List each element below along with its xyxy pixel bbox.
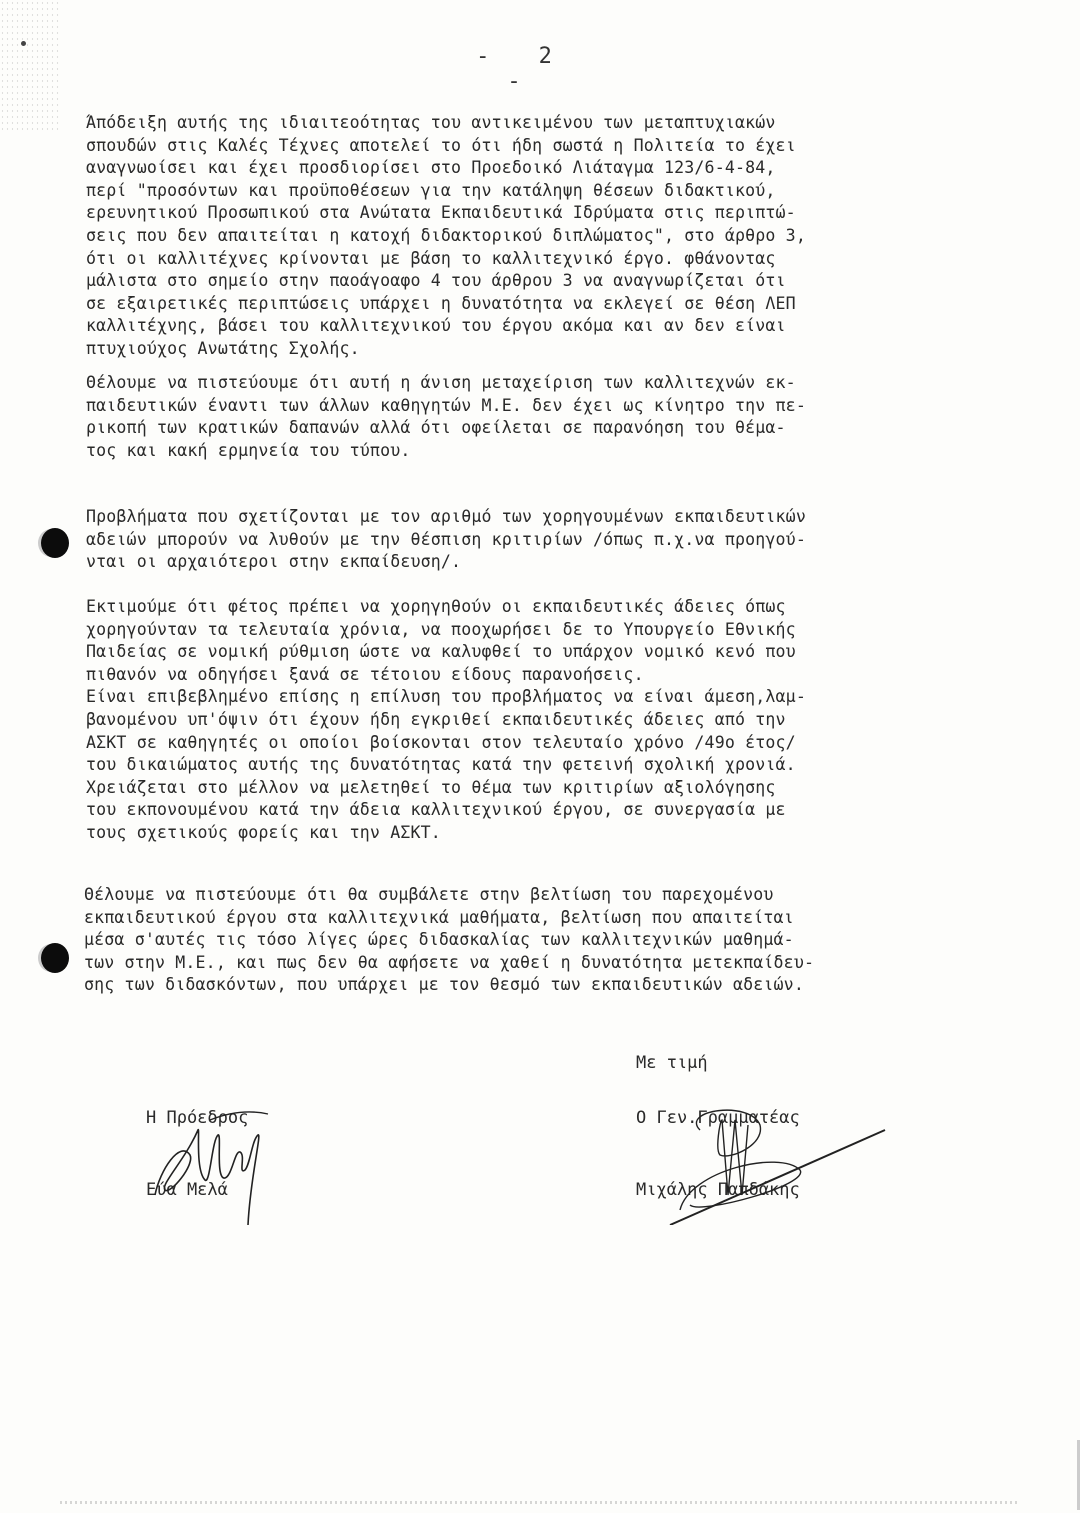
scan-dot bbox=[21, 41, 26, 46]
text-line: παιδευτικών έναντι των άλλων καθηγητών Μ.Ε. δεν έχει ως κίνητρο την πε- bbox=[86, 395, 806, 415]
text-line: τους σχετικούς φορείς και την ΑΣΚΤ. bbox=[86, 822, 441, 842]
text-line: μάλιστα στο σημείο στην παοάγοαφο 4 του άρθρου 3 να αναγνωρίζεται ότι bbox=[86, 271, 786, 291]
text-line: αναγνωοίσει και έχει προσδιορίσει στο Προεδοικό Λιάταγμα 123/6-4-84, bbox=[86, 158, 776, 178]
text-line: νται οι αρχαιότεροι στην εκπαίδευση/. bbox=[86, 552, 462, 572]
text-line: Προβλήματα που σχετίζονται με τον αριθμό των χορηγουμένων εκπαιδευτικών bbox=[86, 507, 806, 526]
text-line: των στην Μ.Ε., και πως δεν θα αφήσετε να χαθεί η δυνατότητα μετεκπαίδευ- bbox=[84, 952, 815, 972]
text-line: καλλιτέχνης, βάσει του καλλιτεχνικού του έργου ακόμα και αν δεν είναι bbox=[86, 316, 786, 336]
text-line: σπουδών στις Καλές Τέχνες αποτελεί το ότι ήδη σωστά η Πολιτεία το έχει bbox=[86, 135, 796, 155]
right-signature-icon bbox=[660, 1100, 890, 1225]
paragraph-4 bbox=[86, 596, 1046, 845]
left-signature-icon bbox=[150, 1100, 270, 1225]
text-line: Παιδείας σε νομική ρύθμιση ώστε να καλυφθεί το υπάρχον νομικό κενό που bbox=[86, 642, 796, 662]
text-line: πιθανόν να οδηγήσει ξανά σε τέτοιου είδους παρανοήσεις. bbox=[86, 664, 644, 684]
text-line: ότι οι καλλιτέχνες κρίνονται με βάση το καλλιτεχνικό έργο. φθάνοντας bbox=[86, 248, 776, 268]
paragraph-1 bbox=[86, 112, 1046, 361]
punch-hole-icon bbox=[41, 943, 69, 973]
left-signatory-name: Εύα Μελά bbox=[146, 1180, 228, 1200]
text-line: σε εξαιρετικές περιπτώσεις υπάρχει η δυνατότητα να εκλεγεί σε θέση ΛΕΠ bbox=[86, 293, 796, 313]
punch-hole-icon bbox=[41, 528, 69, 558]
text-line: πτυχιούχος Ανωτάτης Σχολής. bbox=[86, 338, 360, 358]
left-signatory-title: Η Πρόεδρος bbox=[146, 1108, 249, 1128]
text-line: Θέλουμε να πιστεύουμε ότι αυτή η άνιση μεταχείριση των καλλιτεχνών εκ- bbox=[86, 373, 796, 392]
text-line: Χρειάζεται στο μέλλον να μελετηθεί το θέμα των κριτιρίων αξιολόγησης bbox=[86, 777, 776, 797]
text-line: ερευνητικού Προσωπικού στα Ανώτατα Εκπαιδευτικά Ιδρύματα στις περιπτώ- bbox=[86, 203, 796, 223]
text-line: Άπόδειξη αυτής της ιδιαιτεοότητας του αντικειμένου των μεταπτυχιακών bbox=[86, 113, 776, 132]
text-line: χορηγούνταν τα τελευταία χρόνια, να ποοχωρήσει δε το Υπουργείο Εθνικής bbox=[86, 619, 796, 639]
paragraph-2 bbox=[86, 372, 1046, 462]
text-line: μέσα σ'αυτές τις τόσο λίγες ώρες διδασκαλίας των καλλιτεχνικών μαθημά- bbox=[84, 930, 794, 950]
paragraph-5 bbox=[84, 884, 1044, 997]
scan-speckle bbox=[0, 0, 60, 130]
text-line: περί "προσόντων και προϋποθέσεων για την κατάληψη θέσεων διδακτικού, bbox=[86, 180, 776, 200]
right-signatory-name: Μιχάλης Παπδάκης bbox=[636, 1180, 800, 1200]
text-line: ΑΣΚΤ σε καθηγητές οι οποίοι βοίσκονται στον τελευταίο χρόνο /49ο έτος/ bbox=[86, 732, 796, 752]
text-line: Θέλουμε να πιστεύουμε ότι θα συμβάλετε στην βελτίωση του παρεχομένου bbox=[84, 885, 774, 904]
text-line: του εκπονουμένου κατά την άδεια καλλιτεχνικού έργου, σε συνεργασία με bbox=[86, 800, 786, 820]
right-signatory-title: Ο Γεν.Γραμματέας bbox=[636, 1108, 800, 1128]
text-line: σης των διδασκόντων, που υπάρχει με τον θεσμό των εκπαιδευτικών αδειών. bbox=[84, 975, 804, 995]
text-line: βανομένου υπ'όψιν ότι έχουν ήδη εγκριθεί εκπαιδευτικές άδειες από την bbox=[86, 709, 786, 729]
text-line: σεις που δεν απαιτείται η κατοχή διδακτορικού διπλώματος", στο άρθρο 3, bbox=[86, 225, 806, 245]
closing-salutation: Με τιμή bbox=[636, 1053, 708, 1073]
text-line: ρικοπή των κρατικών δαπανών αλλά ότι οφείλεται σε παρανόηση του θέμα- bbox=[86, 418, 786, 438]
text-line: Είναι επιβεβλημένο επίσης η επίλυση του προβλήματος να είναι άμεση,λαμ- bbox=[86, 687, 806, 707]
text-line: Εκτιμούμε ότι φέτος πρέπει να χορηγηθούν οι εκπαιδευτικές άδειες όπως bbox=[86, 597, 786, 616]
text-line: του δικαιώματος αυτής της δυνατότητας κατά την φετεινή σχολική χρονιά. bbox=[86, 755, 796, 775]
text-line: τος και κακή ερμηνεία του τύπου. bbox=[86, 440, 411, 460]
scan-noise bbox=[60, 1501, 1020, 1504]
paragraph-3 bbox=[86, 506, 1046, 574]
text-line: εκπαιδευτικού έργου στα καλλιτεχνικά μαθήματα, βελτίωση που απαιτείται bbox=[84, 907, 794, 927]
text-line: αδειών μπορούν να λυθούν με την θέσπιση κριτιρίων /όπως π.χ.να προηγού- bbox=[86, 529, 806, 549]
page-number: - 2 - bbox=[476, 44, 570, 94]
